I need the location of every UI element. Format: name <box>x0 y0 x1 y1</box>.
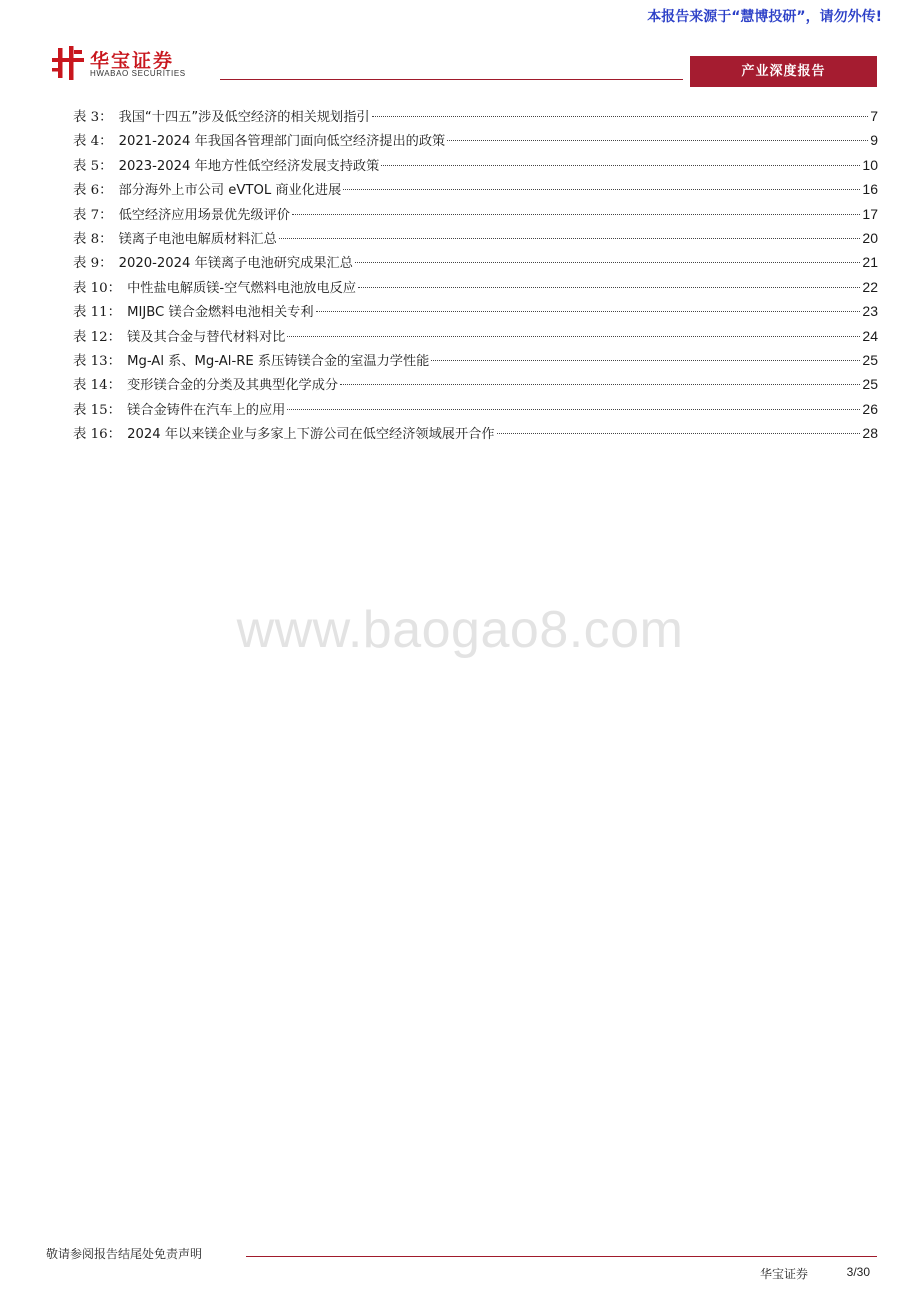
toc-dot-leader <box>355 262 861 263</box>
toc-entry-title: 镁及其合金与替代材料对比 <box>127 329 286 345</box>
toc-entry[interactable] <box>73 128 878 152</box>
toc-entry-title: 镁合金铸件在汽车上的应用 <box>127 402 286 418</box>
toc-entry[interactable] <box>73 177 878 201</box>
toc-entry-title: MIJBC 镁合金燃料电池相关专利 <box>127 305 314 321</box>
toc-entry-title: 2020-2024 年镁离子电池研究成果汇总 <box>118 256 353 272</box>
source-notice: 本报告来源于“慧博投研”，请勿外传! <box>647 9 882 25</box>
toc-entry-label: 表 3： <box>73 110 113 125</box>
toc-entry-title: 2021-2024 年我国各管理部门面向低空经济提出的政策 <box>118 134 446 150</box>
toc-entry[interactable] <box>73 421 878 445</box>
toc-entry-label: 表 5： <box>73 158 113 174</box>
toc-entry[interactable] <box>73 348 878 372</box>
toc-entry-label: 表 6： <box>73 183 113 199</box>
footer-divider <box>246 1256 877 1257</box>
toc-entry-label: 表 7： <box>73 207 113 223</box>
toc-entry-label: 表 16： <box>73 427 122 443</box>
toc-entry[interactable] <box>73 226 878 250</box>
page-number: 3/30 <box>846 1265 870 1279</box>
toc-entry-page: 28 <box>862 425 878 442</box>
toc-entry[interactable] <box>73 250 878 274</box>
toc-dot-leader <box>381 165 860 166</box>
toc-entry[interactable] <box>73 275 878 299</box>
toc-dot-leader <box>343 189 860 190</box>
toc-entry-title: 2024 年以来镁企业与多家上下游公司在低空经济领域展开合作 <box>127 427 495 443</box>
toc-entry-label: 表 4： <box>73 134 113 150</box>
table-of-contents <box>73 104 878 445</box>
toc-entry-label: 表 14： <box>73 378 122 394</box>
toc-entry-page: 25 <box>862 351 878 368</box>
toc-dot-leader <box>316 311 861 312</box>
toc-entry-title: 变形镁合金的分类及其典型化学成分 <box>127 378 339 394</box>
footer-company: 华宝证券 <box>760 1267 809 1281</box>
toc-entry-title: 2023-2024 年地方性低空经济发展支持政策 <box>118 158 380 174</box>
toc-dot-leader <box>287 336 860 337</box>
toc-dot-leader <box>358 287 860 288</box>
toc-entry-page: 23 <box>862 303 878 320</box>
toc-entry-page: 7 <box>870 108 878 124</box>
toc-entry-page: 17 <box>862 205 878 222</box>
report-type-badge: 产业深度报告 <box>690 56 877 87</box>
toc-dot-leader <box>279 238 861 239</box>
toc-entry[interactable] <box>73 202 878 226</box>
toc-entry-page: 10 <box>862 156 878 173</box>
toc-entry-title: Mg-Al 系、Mg-Al-RE 系压铸镁合金的室温力学性能 <box>127 353 430 369</box>
toc-dot-leader <box>292 214 860 215</box>
footer-disclaimer: 敬请参阅报告结尾处免责声明 <box>46 1247 203 1261</box>
toc-entry-label: 表 8： <box>73 231 113 247</box>
toc-entry[interactable] <box>73 153 878 177</box>
logo-chinese-name: 华宝证券 <box>90 50 175 72</box>
logo-english-name: HWABAO SECURITIES <box>90 69 186 78</box>
toc-entry-page: 25 <box>862 376 878 393</box>
toc-entry-page: 16 <box>862 181 878 198</box>
toc-entry[interactable] <box>73 372 878 396</box>
header-divider <box>220 79 683 80</box>
toc-entry-title: 低空经济应用场景优先级评价 <box>118 207 290 223</box>
toc-entry[interactable] <box>73 299 878 323</box>
toc-entry-page: 24 <box>862 327 878 344</box>
toc-entry-label: 表 13： <box>73 353 122 369</box>
toc-entry-page: 9 <box>870 132 878 149</box>
toc-entry-label: 表 10： <box>73 280 122 296</box>
toc-dot-leader <box>372 116 869 117</box>
toc-dot-leader <box>340 384 860 385</box>
toc-entry-label: 表 9： <box>73 256 113 272</box>
toc-dot-leader <box>431 360 860 361</box>
toc-entry-title: 部分海外上市公司 eVTOL 商业化进展 <box>118 183 342 199</box>
toc-entry-label: 表 15： <box>73 402 122 418</box>
toc-entry-title: 镁离子电池电解质材料汇总 <box>118 231 277 247</box>
toc-entry[interactable] <box>73 397 878 421</box>
toc-entry-page: 21 <box>862 254 878 271</box>
watermark: www.baogao8.com <box>236 601 684 659</box>
toc-dot-leader <box>447 140 868 141</box>
toc-entry[interactable] <box>73 104 878 128</box>
hwabao-logo-icon <box>52 46 84 80</box>
company-logo <box>52 46 222 82</box>
toc-dot-leader <box>497 433 861 434</box>
toc-entry-title: 我国“十四五”涉及低空经济的相关规划指引 <box>118 110 370 125</box>
toc-entry-page: 22 <box>862 278 878 295</box>
toc-entry[interactable] <box>73 324 878 348</box>
toc-entry-label: 表 12： <box>73 329 122 345</box>
toc-entry-label: 表 11： <box>73 305 122 321</box>
toc-dot-leader <box>287 409 860 410</box>
toc-entry-page: 26 <box>862 400 878 417</box>
toc-entry-page: 20 <box>862 229 878 246</box>
toc-entry-title: 中性盐电解质镁-空气燃料电池放电反应 <box>127 280 357 296</box>
